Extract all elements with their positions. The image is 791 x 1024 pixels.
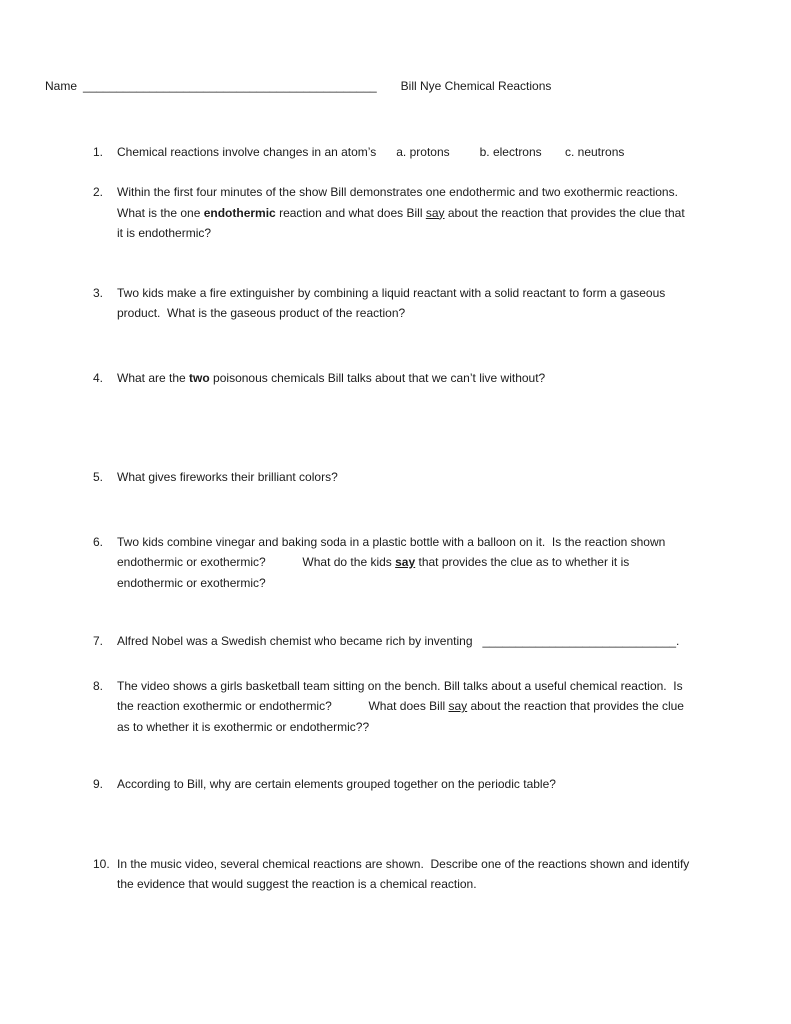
question-text xyxy=(117,182,761,244)
question-number: 3. xyxy=(93,285,104,300)
question-text xyxy=(117,774,761,795)
question-list xyxy=(93,142,761,895)
text-segment: endothermic xyxy=(203,205,276,220)
text-segment: poisonous chemicals Bill talks about that we can’t live without? xyxy=(209,370,546,385)
question-item xyxy=(93,283,761,324)
question-item xyxy=(93,368,761,389)
question-item xyxy=(93,532,761,594)
text-segment: endothermic or exothermic? What do the kids xyxy=(117,555,396,569)
question-number: 5. xyxy=(93,470,104,484)
text-segment: What gives fireworks their brilliant colors? xyxy=(117,470,338,484)
question-item xyxy=(93,182,761,244)
name-blank-line: ____________________________________________ xyxy=(83,79,377,93)
header xyxy=(0,76,791,97)
text-segment: two xyxy=(189,370,210,385)
question-item xyxy=(93,854,761,895)
question-text xyxy=(117,532,761,594)
text-segment: the reaction exothermic or endothermic? What does Bill xyxy=(117,699,449,713)
question-item xyxy=(93,467,761,488)
question-text xyxy=(117,676,761,738)
question-number: 10. xyxy=(93,856,110,871)
question-number: 6. xyxy=(93,534,104,549)
question-text xyxy=(117,467,761,488)
text-segment: The video shows a girls basketball team sitting on the bench. Bill talks about a useful chemical reaction. Is xyxy=(117,678,683,693)
doc-title: Bill Nye Chemical Reactions xyxy=(400,79,552,93)
text-segment: What are the xyxy=(117,370,190,385)
question-text xyxy=(117,368,761,389)
question-item xyxy=(93,774,761,795)
question-number: 9. xyxy=(93,777,104,791)
text-segment: the evidence that would suggest the reaction is a chemical reaction. xyxy=(117,877,477,891)
text-segment: that provides the clue as to whether it is xyxy=(415,555,630,569)
text-segment: endothermic or exothermic? xyxy=(117,575,266,590)
text-segment: According to Bill, why are certain elements grouped together on the periodic table? xyxy=(117,777,556,791)
text-segment: Two kids combine vinegar and baking soda in a plastic bottle with a balloon on it. Is the reaction shown xyxy=(117,534,666,549)
text-segment: Two kids make a fire extinguisher by combining a liquid reactant with a solid reactant to form a gaseous xyxy=(117,285,666,300)
question-text xyxy=(117,854,761,895)
text-segment: say xyxy=(425,205,445,220)
question-number: 7. xyxy=(93,634,104,648)
text-segment: about the reaction that provides the clue that xyxy=(444,205,685,220)
text-segment: Chemical reactions involve changes in an atom’s a. protons b. electrons c. neutrons xyxy=(117,144,625,159)
text-segment: say xyxy=(448,699,468,713)
text-segment: about the reaction that provides the clue xyxy=(467,699,684,713)
question-text xyxy=(117,142,761,163)
question-number: 1. xyxy=(93,144,104,159)
question-text xyxy=(117,631,761,652)
question-number: 8. xyxy=(93,678,104,693)
text-segment: it is endothermic? xyxy=(117,226,212,240)
text-segment: Alfred Nobel was a Swedish chemist who became rich by inventing _____________________________. xyxy=(117,634,680,648)
question-item xyxy=(93,676,761,738)
question-text xyxy=(117,283,761,324)
name-label: Name xyxy=(45,79,78,93)
text-segment: say xyxy=(395,555,416,569)
text-segment: Within the first four minutes of the show Bill demonstrates one endothermic and two exothermic reactions. xyxy=(117,185,678,199)
question-number: 2. xyxy=(93,185,104,199)
text-segment: What is the one xyxy=(117,205,204,220)
text-segment: In the music video, several chemical reactions are shown. Describe one of the reactions shown and identify xyxy=(117,856,690,871)
question-item xyxy=(93,142,761,163)
question-item xyxy=(93,631,761,652)
question-number: 4. xyxy=(93,370,104,385)
text-segment: product. What is the gaseous product of the reaction? xyxy=(117,306,406,320)
text-segment: reaction and what does Bill xyxy=(275,205,426,220)
text-segment: as to whether it is exothermic or endothermic?? xyxy=(117,719,370,734)
